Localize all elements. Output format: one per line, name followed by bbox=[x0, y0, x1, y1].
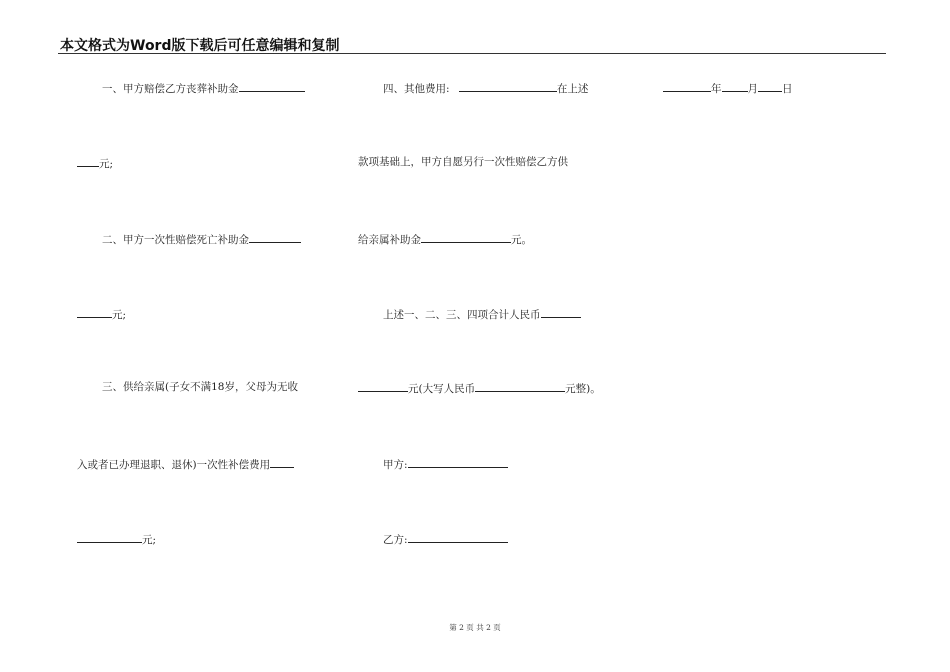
header-divider bbox=[58, 53, 886, 54]
mid-party-a-blank[interactable] bbox=[408, 456, 508, 468]
mid-item4c-blank[interactable] bbox=[421, 231, 511, 243]
mid-total-b2-text: 元整)。 bbox=[565, 383, 601, 395]
left-item1-unit-line bbox=[77, 155, 113, 171]
day-blank[interactable] bbox=[758, 80, 782, 92]
mid-party-b-blank[interactable] bbox=[408, 531, 508, 543]
mid-item4c-line bbox=[358, 231, 532, 247]
mid-item4b-line bbox=[358, 155, 568, 169]
mid-item4b-text: 款项基础上，甲方自愿另行一次性赔偿乙方供 bbox=[358, 156, 568, 168]
month-label: 月 bbox=[747, 83, 758, 95]
left-item3b-line bbox=[77, 456, 294, 472]
year-label: 年 bbox=[711, 83, 722, 95]
left-item2-line bbox=[102, 231, 301, 247]
mid-party-b-line bbox=[383, 531, 508, 547]
mid-total-b-line bbox=[358, 380, 601, 396]
left-item1-line bbox=[102, 80, 305, 96]
mid-item4c-text: 给亲属补助金 bbox=[358, 234, 421, 246]
left-item3a-line bbox=[102, 380, 298, 394]
left-item3b-text: 入或者已办理退职、退休)一次性补偿费用 bbox=[77, 459, 271, 471]
left-item3-unit: 元; bbox=[142, 534, 157, 546]
mid-item4a-text: 四、其他费用: bbox=[383, 83, 450, 95]
left-item2-unit: 元; bbox=[112, 309, 127, 321]
left-item3b-blank[interactable] bbox=[270, 456, 294, 468]
left-item1-unit-blank[interactable] bbox=[77, 155, 99, 167]
mid-total-b-blank1[interactable] bbox=[358, 380, 408, 392]
mid-item4a-line bbox=[383, 80, 588, 96]
mid-party-b-label: 乙方: bbox=[383, 534, 408, 546]
day-label: 日 bbox=[782, 83, 793, 95]
mid-total-a-text: 上述一、二、三、四项合计人民币 bbox=[383, 309, 541, 321]
mid-party-a-label: 甲方: bbox=[383, 459, 408, 471]
document-header-title: 本文格式为Word版下载后可任意编辑和复制 bbox=[60, 38, 340, 54]
mid-item4c-tail: 元。 bbox=[511, 234, 532, 246]
mid-total-a-line bbox=[383, 306, 581, 322]
left-item3-unit-line bbox=[77, 531, 156, 547]
left-item2-text: 二、甲方一次性赔偿死亡补助金 bbox=[102, 234, 249, 246]
left-item2-unit-line bbox=[77, 306, 126, 322]
mid-total-b-blank2[interactable] bbox=[475, 380, 565, 392]
left-item1-text: 一、甲方赔偿乙方丧葬补助金 bbox=[102, 83, 239, 95]
left-item2-unit-blank[interactable] bbox=[77, 306, 112, 318]
left-item2-blank[interactable] bbox=[249, 231, 301, 243]
year-blank[interactable] bbox=[663, 80, 711, 92]
date-line bbox=[663, 80, 793, 96]
month-blank[interactable] bbox=[722, 80, 748, 92]
left-item1-blank[interactable] bbox=[239, 80, 305, 92]
mid-total-a-blank[interactable] bbox=[541, 306, 581, 318]
left-item3a-text: 三、供给亲属(子女不满18岁，父母为无收 bbox=[102, 381, 298, 393]
page-footer: 第 2 页 共 2 页 bbox=[449, 623, 501, 632]
left-item3-unit-blank[interactable] bbox=[77, 531, 142, 543]
mid-total-b1-text: 元(大写人民币 bbox=[408, 383, 476, 395]
left-item1-unit: 元; bbox=[99, 158, 114, 170]
mid-party-a-line bbox=[383, 456, 508, 472]
mid-item4a-tail: 在上述 bbox=[556, 83, 589, 95]
mid-item4a-blank[interactable] bbox=[459, 80, 557, 92]
